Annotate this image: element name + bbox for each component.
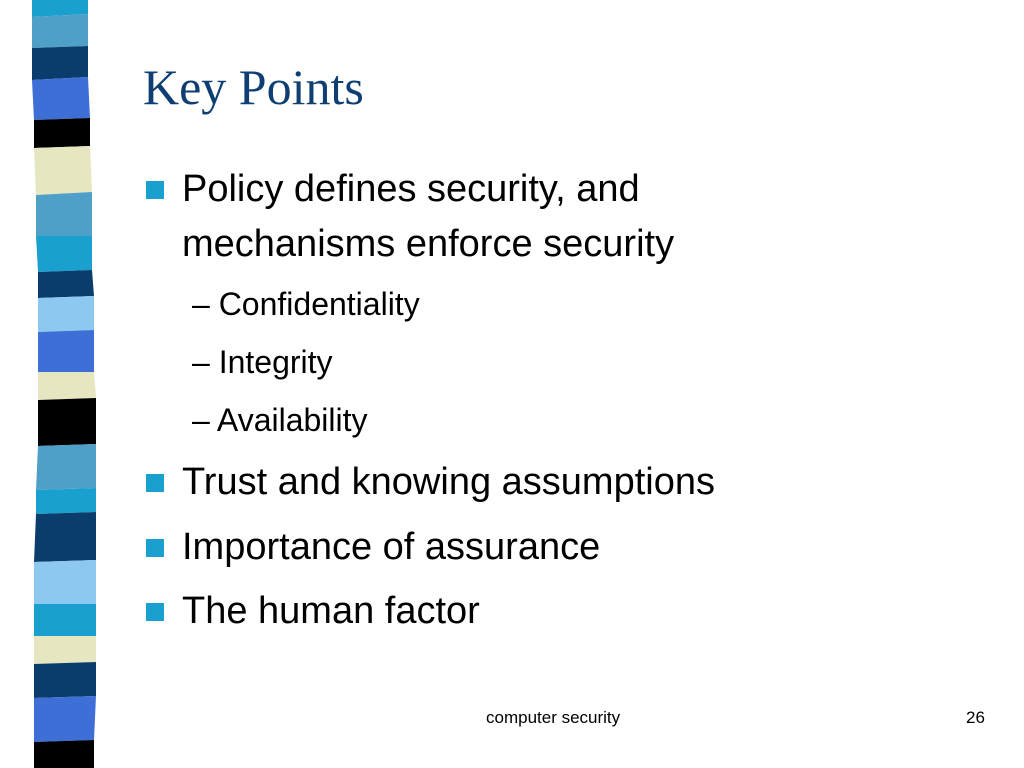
bullet-item xyxy=(182,455,715,510)
sub-bullet-item: – Integrity xyxy=(192,344,333,380)
stripe-block xyxy=(34,696,96,742)
stripe-block xyxy=(34,740,94,768)
bullet-marker xyxy=(146,181,164,199)
bullet-item xyxy=(182,520,600,575)
bullet-marker xyxy=(146,474,164,492)
bullet-marker xyxy=(146,603,164,621)
slide-title: Key Points xyxy=(143,59,364,115)
bullet-marker xyxy=(146,539,164,557)
bullet-text: mechanisms enforce security xyxy=(182,223,675,265)
bullet-item xyxy=(182,584,480,639)
bullet-text: Trust and knowing assumptions xyxy=(182,461,715,503)
bullet-text: Importance of assurance xyxy=(182,526,601,568)
bullet-text: Policy defines security, and xyxy=(182,168,640,210)
bullet-item xyxy=(182,162,674,272)
footer-label: computer security xyxy=(486,708,621,727)
page-number: 26 xyxy=(966,708,985,727)
sub-bullet-item: – Availability xyxy=(192,402,368,438)
bullet-text: The human factor xyxy=(182,590,480,632)
sub-bullet-item: – Confidentiality xyxy=(192,286,420,322)
